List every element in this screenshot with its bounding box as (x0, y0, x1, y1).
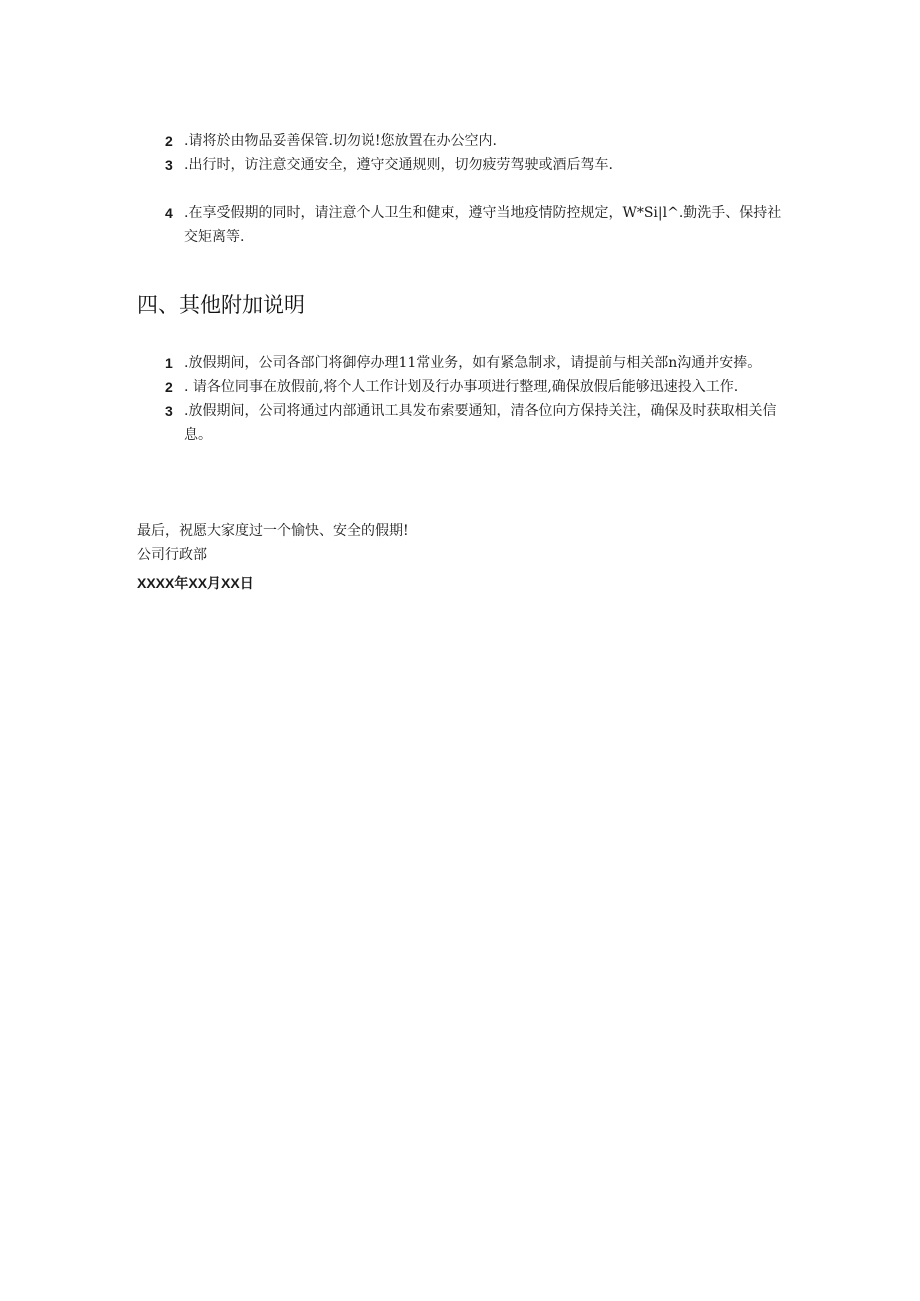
item-number: 2 (165, 133, 173, 149)
item-text: .请将於由物品妥善保管.切勿说!您放置在办公空内. (184, 133, 497, 149)
section3-list (165, 129, 785, 249)
list-item (165, 399, 785, 447)
date: XXXX年XX月XX日 (137, 575, 254, 591)
closing-wish: 最后，祝愿大家度过一个愉快、安全的假期! (137, 523, 409, 539)
item-text: .放假期间，公司各部门将御停办理11常业务，如有紧急制求，请提前与相关部n沟通并安捧。 (184, 355, 762, 371)
list-item (165, 351, 785, 375)
list-item (165, 129, 785, 153)
item-number: 2 (165, 379, 173, 395)
item-text: .在享受假期的同时，请注意个人卫生和健束，遵守当地疫情防控规定，W*Si|l^.勤洗手、保持社交矩离等. (184, 205, 782, 245)
item-number: 1 (165, 355, 173, 371)
item-text: . 请各位同事在放假前,将个人工作计划及行办事项进行整理,确保放假后能够迅速投入工作. (184, 379, 739, 395)
section4-list (165, 351, 785, 447)
item-text: .放假期间，公司将通过内部通讯工具发布索要通知，清各位向方保持关注，确保及时获取相关信息。 (184, 403, 777, 443)
list-item (165, 153, 785, 177)
item-text: .出行时，访注意交通安全，遵守交通规则，切勿疲劳驾驶或酒后驾车. (184, 157, 613, 173)
section-heading: 四、其他附加说明 (137, 293, 305, 317)
item-number: 3 (165, 403, 173, 419)
item-number: 3 (165, 157, 173, 173)
list-item (165, 375, 785, 399)
item-number: 4 (165, 205, 173, 221)
signature: 公司行政部 (137, 547, 207, 563)
list-item (165, 201, 785, 249)
